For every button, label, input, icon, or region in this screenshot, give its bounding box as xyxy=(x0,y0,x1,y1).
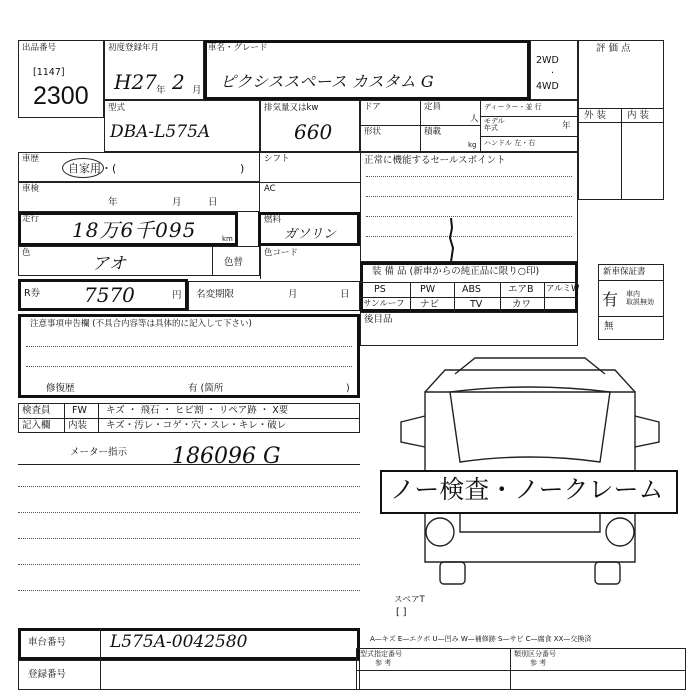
inspector-label2: 記入欄 xyxy=(22,420,51,431)
sp-line-4 xyxy=(366,236,572,237)
evaluation-label: 評 価 点 xyxy=(596,43,631,54)
load-unit: kg xyxy=(468,141,477,149)
displacement-label: 排気量又はkw xyxy=(264,103,319,113)
inspector-fw: FW xyxy=(72,405,87,416)
memo-line-3 xyxy=(18,538,360,539)
model-year-unit: 年 xyxy=(562,121,571,131)
chassis-v xyxy=(100,628,101,660)
type-designation-label: 型式指定番号 xyxy=(360,650,402,658)
capacity-unit: 人 xyxy=(470,114,479,124)
notes-label: 注意事項申告欄 (不具合内容等は具体的に記入して下さい) xyxy=(30,319,252,329)
warranty-h2 xyxy=(598,316,664,317)
chassis-value: L575A-0042580 xyxy=(110,632,248,652)
drive-2wd: 2WD xyxy=(536,55,559,66)
shape-label: 形状 xyxy=(364,127,382,137)
history-box xyxy=(18,152,260,182)
notes-line-1 xyxy=(26,346,352,347)
eval-divider2 xyxy=(578,122,664,123)
name-change-tsuki: 月 xyxy=(288,289,298,300)
repair-value: 有 (箇所 xyxy=(188,383,224,394)
capacity-label: 定員 xyxy=(424,102,442,112)
notes-line-2 xyxy=(26,366,352,367)
rear-seat-label: 後目品 xyxy=(364,314,393,325)
lot-number: 2300 xyxy=(33,82,89,110)
damage-legend: A—キズ E—エクボ U—凹み W—補修跡 S—サビ C—腐食 XX—交換済 xyxy=(370,635,592,643)
eq-leather: カワ xyxy=(512,299,532,310)
spare-label: スペアT xyxy=(394,595,425,605)
load-label: 積載 xyxy=(424,127,442,137)
dealer-label: ディーラー・並 行 xyxy=(484,103,542,111)
spec-v1 xyxy=(420,100,421,152)
memo-line-2 xyxy=(18,512,360,513)
sp-line-1 xyxy=(366,176,572,177)
meter-label: メーター指示 xyxy=(70,447,128,458)
warranty-no: 無 xyxy=(604,321,614,332)
designation-h xyxy=(356,670,686,671)
eq-v3 xyxy=(500,282,501,312)
first-reg-label: 初度登録年月 xyxy=(108,43,160,53)
model-year-label: モデル 年式 xyxy=(484,117,505,133)
history-label: 車歴 xyxy=(22,154,40,164)
repair-close: ) xyxy=(346,383,350,394)
meter-underline xyxy=(18,464,360,465)
eq-pw: PW xyxy=(420,284,436,295)
ac-label: AC xyxy=(264,184,276,194)
door-label: ドア xyxy=(364,102,381,112)
lot-bracket: [1147] xyxy=(33,67,65,78)
repair-label: 修復歴 xyxy=(46,383,75,394)
first-reg-nen: 年 xyxy=(156,85,166,96)
color-value: アオ xyxy=(92,254,126,274)
car-name-label: 車名・グレード xyxy=(208,43,268,53)
first-reg-era: H27 xyxy=(114,70,157,94)
first-reg-tsuki: 月 xyxy=(192,85,202,96)
history-value: 自家用・( xyxy=(68,162,117,175)
displacement-value: 660 xyxy=(294,120,333,144)
shift-label: シフト xyxy=(264,154,290,164)
color-label: 色 xyxy=(22,248,31,258)
model-label: 型式 xyxy=(108,103,126,113)
registration-box xyxy=(18,660,360,690)
first-reg-month: 2 xyxy=(172,70,185,94)
stamp-text: ノー検査・ノークレーム xyxy=(390,475,664,504)
meter-value: 186096 G xyxy=(172,444,281,469)
inspection-label: 車検 xyxy=(22,184,40,194)
lot-label: 出品番号 xyxy=(22,43,57,53)
evaluation-interior: 内 装 xyxy=(627,110,650,121)
eq-airbag: エアB xyxy=(508,284,534,295)
history-close: ) xyxy=(240,162,245,175)
shift-sales-box xyxy=(360,152,578,262)
inspector-interior-items: キズ・汚レ・コゲ・穴・スレ・キレ・破レ xyxy=(106,420,287,431)
recycle-label: R券 xyxy=(24,288,41,299)
mileage-unit: km xyxy=(222,235,233,243)
recycle-unit: 円 xyxy=(172,290,182,301)
inspector-label1: 検査員 xyxy=(22,405,51,416)
eq-alumi: アルミW xyxy=(546,284,580,294)
mileage-label: 走行 xyxy=(22,214,40,224)
memo-line-5 xyxy=(18,590,360,591)
equipment-label: 装 備 品 (新車からの純正品に限り○印) xyxy=(372,266,540,277)
color-code-left xyxy=(260,246,261,279)
car-name-value: ピクシススペース カスタム G xyxy=(220,72,434,91)
spec-h1 xyxy=(360,125,480,126)
color-vdivider xyxy=(212,246,213,276)
inspector-h xyxy=(18,418,360,419)
name-change-nichi: 日 xyxy=(340,289,350,300)
mileage-value: 18万6千095 xyxy=(72,218,197,242)
warranty-yes-note: 車内 取説無効 xyxy=(626,290,654,307)
spare-bracket: [ ] xyxy=(396,607,407,618)
designation-v xyxy=(510,648,511,690)
inspection-tsuki: 月 xyxy=(172,197,182,208)
eq-v1 xyxy=(410,282,411,312)
eq-abs: ABS xyxy=(462,284,481,295)
shift-top xyxy=(260,152,360,153)
eq-h2 xyxy=(360,297,578,298)
eq-navi: ナビ xyxy=(420,299,440,310)
name-change-label: 名変期限 xyxy=(196,289,235,300)
inspector-interior: 内装 xyxy=(68,420,88,431)
warranty-yes: 有 xyxy=(602,290,619,309)
recycle-value: 7570 xyxy=(84,283,135,307)
spec-h3 xyxy=(480,136,578,137)
memo-line-1 xyxy=(18,486,360,487)
inspector-exterior-items: キズ ・ 飛石 ・ ヒビ割 ・ リペア跡 ・ X要 xyxy=(106,405,289,416)
warranty-h1 xyxy=(598,280,664,281)
spec-v2 xyxy=(480,100,481,152)
registration-label: 登録番号 xyxy=(28,669,67,680)
eq-ps: PS xyxy=(374,284,386,295)
color-code-label: 色コード xyxy=(264,248,299,258)
model-value: DBA-L575A xyxy=(110,122,211,142)
color-change: 色替 xyxy=(224,257,244,268)
inspection-nichi: 日 xyxy=(208,197,218,208)
ac-top xyxy=(260,182,360,183)
fuel-value: ガソリン xyxy=(284,227,337,242)
drive-4wd: 4WD xyxy=(536,81,559,92)
eq-h1 xyxy=(360,282,578,283)
selling-points-label: 正常に機能するセールスポイント xyxy=(364,155,506,166)
inspection-nen: 年 xyxy=(108,197,118,208)
eq-tv: TV xyxy=(470,299,483,310)
sp-line-3 xyxy=(366,216,572,217)
sp-line-2 xyxy=(366,196,572,197)
ref-label-2: 参 考 xyxy=(530,659,547,667)
eq-sunroof: サンルーフ xyxy=(363,299,405,309)
warranty-label: 新車保証書 xyxy=(603,267,646,277)
registration-v xyxy=(100,660,101,690)
eq-v4 xyxy=(544,282,545,312)
drive-dot: · xyxy=(551,68,555,79)
inspection-box xyxy=(18,182,260,212)
steering-label: ハンドル 左・右 xyxy=(484,139,536,147)
memo-line-4 xyxy=(18,564,360,565)
evaluation-exterior: 外 装 xyxy=(584,110,607,121)
eq-v2 xyxy=(454,282,455,312)
chassis-label: 車台番号 xyxy=(28,637,67,648)
ref-label-1: 参 考 xyxy=(375,659,392,667)
fuel-label: 燃料 xyxy=(264,215,282,225)
category-number-label: 類別区分番号 xyxy=(514,650,556,658)
ink-mark xyxy=(448,218,454,262)
